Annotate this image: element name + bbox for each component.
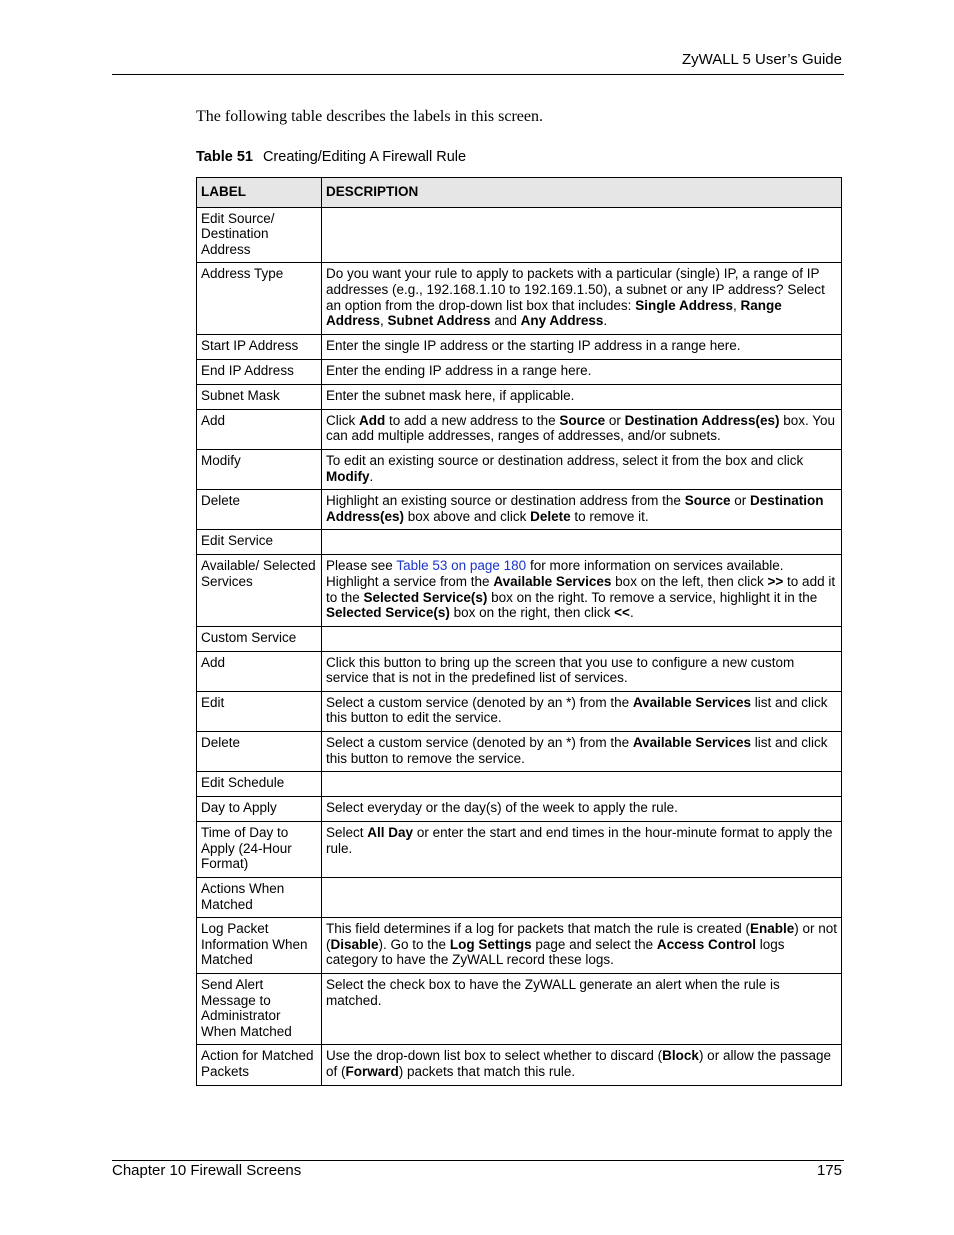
bold-term: Single Address bbox=[635, 297, 733, 313]
table-caption bbox=[196, 149, 466, 165]
row-label: Start IP Address bbox=[197, 334, 322, 359]
row-label: Custom Service bbox=[197, 626, 322, 651]
row-description bbox=[322, 974, 842, 1045]
description-text: or bbox=[605, 412, 625, 428]
description-text: Click this button to bring up the screen that you use to configure a new custom service that is not in the predefined list of services. bbox=[326, 654, 795, 686]
row-description bbox=[322, 822, 842, 878]
row-description bbox=[322, 797, 842, 822]
table-row bbox=[197, 772, 842, 797]
row-label: Send Alert Message to Administrator When Matched bbox=[197, 974, 322, 1045]
bold-term: Selected Service(s) bbox=[363, 589, 488, 605]
table-row bbox=[197, 626, 842, 651]
bold-term: Source bbox=[684, 493, 731, 509]
table-title: Creating/Editing A Firewall Rule bbox=[262, 149, 467, 165]
row-label: Day to Apply bbox=[197, 797, 322, 822]
table-row bbox=[197, 449, 842, 489]
row-description bbox=[322, 409, 842, 449]
bold-term: Destination Address(es) bbox=[624, 412, 780, 428]
bold-term: Log Settings bbox=[449, 936, 532, 952]
description-text: list and click this button to edit the service. bbox=[326, 694, 828, 726]
column-header-label: LABEL bbox=[197, 178, 322, 208]
bold-term: Destination Address(es) bbox=[326, 493, 824, 524]
bold-term: Modify bbox=[326, 468, 370, 484]
row-label: Edit Source/ Destination Address bbox=[197, 207, 322, 263]
bold-term: Range Address bbox=[326, 297, 782, 329]
row-description bbox=[322, 772, 842, 797]
description-text: ). Go to the bbox=[378, 936, 450, 952]
table-row bbox=[197, 691, 842, 731]
row-description bbox=[322, 626, 842, 651]
row-description bbox=[322, 490, 842, 530]
row-description bbox=[322, 449, 842, 489]
description-text: Enter the single IP address or the starting IP address in a range here. bbox=[326, 337, 741, 353]
table-row bbox=[197, 918, 842, 974]
row-description bbox=[322, 651, 842, 691]
row-label: End IP Address bbox=[197, 359, 322, 384]
row-label: Edit Service bbox=[197, 530, 322, 555]
table-row bbox=[197, 530, 842, 555]
row-label: Add bbox=[197, 409, 322, 449]
header-rule bbox=[112, 74, 844, 75]
description-text: Select a custom service (denoted by an *) from the bbox=[326, 694, 633, 710]
row-description bbox=[322, 918, 842, 974]
bold-term: >> bbox=[767, 573, 784, 589]
description-text: and bbox=[490, 313, 521, 329]
bold-term: Forward bbox=[345, 1063, 399, 1079]
description-text: box. You can add multiple addresses, ranges of addresses, and/or subnets. bbox=[326, 412, 836, 444]
description-text: , bbox=[732, 297, 741, 313]
bold-term: Available Services bbox=[493, 573, 612, 589]
row-description bbox=[322, 359, 842, 384]
description-text: Enter the subnet mask here, if applicable. bbox=[326, 387, 575, 403]
row-description bbox=[322, 555, 842, 626]
bold-term: Subnet Address bbox=[387, 313, 491, 329]
row-description bbox=[322, 691, 842, 731]
row-description bbox=[322, 384, 842, 409]
bold-term: Delete bbox=[530, 508, 571, 524]
bold-term: Add bbox=[359, 412, 386, 428]
description-text: . bbox=[369, 468, 374, 484]
column-header-description: DESCRIPTION bbox=[322, 178, 842, 208]
table-row bbox=[197, 263, 842, 334]
description-text: Click bbox=[326, 412, 359, 428]
table-row bbox=[197, 651, 842, 691]
description-text: To edit an existing source or destination address, select it from the box and click bbox=[326, 452, 804, 468]
description-text: box on the left, then click bbox=[611, 573, 768, 589]
footer-rule bbox=[112, 1160, 844, 1161]
description-text: ) packets that match this rule. bbox=[398, 1063, 576, 1079]
bold-term: Source bbox=[559, 412, 606, 428]
row-label: Actions When Matched bbox=[197, 878, 322, 918]
description-text: This field determines if a log for packets that match the rule is created ( bbox=[326, 921, 750, 937]
bold-term: Available Services bbox=[632, 735, 751, 751]
bold-term: Enable bbox=[749, 921, 795, 937]
row-label: Add bbox=[197, 651, 322, 691]
row-description bbox=[322, 334, 842, 359]
table-row bbox=[197, 490, 842, 530]
table-row bbox=[197, 359, 842, 384]
page-number: 175 bbox=[816, 1162, 842, 1179]
row-label: Log Packet Information When Matched bbox=[197, 918, 322, 974]
description-text: Use the drop-down list box to select whether to discard ( bbox=[326, 1048, 663, 1064]
description-text: Select everyday or the day(s) of the week to apply the rule. bbox=[326, 800, 678, 816]
table-row bbox=[197, 334, 842, 359]
row-label: Delete bbox=[197, 732, 322, 772]
description-text: Do you want your rule to apply to packets with a particular (single) IP, a range of IP addresses (e.g., 192.168.1.10 to 192.169.1.50), a subnet or any IP address? Select an option from the drop-down list box that includes: bbox=[326, 266, 825, 313]
table-row bbox=[197, 822, 842, 878]
description-text: Select a custom service (denoted by an *) from the bbox=[326, 735, 633, 751]
description-text: list and click this button to remove the service. bbox=[326, 735, 828, 766]
table-row bbox=[197, 797, 842, 822]
description-text: . bbox=[629, 605, 634, 621]
bold-term: Available Services bbox=[632, 694, 751, 710]
table-row bbox=[197, 384, 842, 409]
description-text: Please see bbox=[326, 558, 397, 574]
description-table bbox=[196, 177, 842, 1086]
row-label: Edit bbox=[197, 691, 322, 731]
description-text: or bbox=[730, 493, 750, 509]
description-text: . bbox=[603, 313, 608, 329]
description-text: Highlight an existing source or destination address from the bbox=[326, 493, 685, 509]
description-text: Enter the ending IP address in a range here. bbox=[326, 362, 592, 378]
bold-term: Disable bbox=[330, 936, 379, 952]
bold-term: All Day bbox=[367, 825, 414, 841]
table-row bbox=[197, 1045, 842, 1085]
row-description bbox=[322, 530, 842, 555]
description-text: , bbox=[380, 313, 388, 329]
table-row bbox=[197, 409, 842, 449]
cross-reference-link[interactable]: Table 53 on page 180 bbox=[396, 558, 527, 574]
description-text: box on the right. To remove a service, highlight it in the bbox=[487, 589, 818, 605]
description-text: page and select the bbox=[531, 936, 657, 952]
description-text: box above and click bbox=[404, 508, 531, 524]
table-header-row bbox=[197, 178, 842, 208]
description-text: box on the right, then click bbox=[449, 605, 615, 621]
intro-text: The following table describes the labels in this screen. bbox=[196, 108, 544, 125]
table-row bbox=[197, 732, 842, 772]
bold-term: << bbox=[614, 605, 630, 621]
footer-chapter: Chapter 10 Firewall Screens bbox=[112, 1162, 302, 1179]
row-label: Edit Schedule bbox=[197, 772, 322, 797]
row-label: Address Type bbox=[197, 263, 322, 334]
description-text: or enter the start and end times in the hour-minute format to apply the rule. bbox=[326, 825, 833, 856]
row-label: Modify bbox=[197, 449, 322, 489]
row-description bbox=[322, 1045, 842, 1085]
row-description bbox=[322, 207, 842, 263]
bold-term: Selected Service(s) bbox=[326, 605, 450, 621]
description-text: ) or allow the passage of ( bbox=[326, 1048, 832, 1079]
description-text: Select bbox=[326, 825, 368, 841]
row-description bbox=[322, 263, 842, 334]
description-text: to remove it. bbox=[570, 508, 649, 524]
table-row bbox=[197, 974, 842, 1045]
description-text: Select the check box to have the ZyWALL generate an alert when the rule is matched. bbox=[326, 977, 780, 1008]
table-number: Table 51 bbox=[196, 149, 253, 165]
row-label: Subnet Mask bbox=[197, 384, 322, 409]
table-row bbox=[197, 207, 842, 263]
description-text: logs category to have the ZyWALL record these logs. bbox=[326, 936, 785, 968]
row-description bbox=[322, 732, 842, 772]
description-text: for more information on services available. Highlight a service from the bbox=[326, 558, 784, 589]
description-text: to add a new address to the bbox=[385, 412, 560, 428]
description-text: ) or not ( bbox=[326, 921, 837, 952]
running-header: ZyWALL 5 User’s Guide bbox=[681, 51, 842, 68]
row-label: Available/ Selected Services bbox=[197, 555, 322, 626]
table-row bbox=[197, 555, 842, 626]
bold-term: Any Address bbox=[520, 313, 604, 329]
bold-term: Access Control bbox=[656, 936, 756, 952]
description-text: to add it to the bbox=[326, 573, 836, 605]
row-description bbox=[322, 878, 842, 918]
row-label: Action for Matched Packets bbox=[197, 1045, 322, 1085]
table-row bbox=[197, 878, 842, 918]
table-body bbox=[197, 207, 842, 1085]
bold-term: Block bbox=[662, 1048, 699, 1064]
row-label: Time of Day to Apply (24-Hour Format) bbox=[197, 822, 322, 878]
row-label: Delete bbox=[197, 490, 322, 530]
